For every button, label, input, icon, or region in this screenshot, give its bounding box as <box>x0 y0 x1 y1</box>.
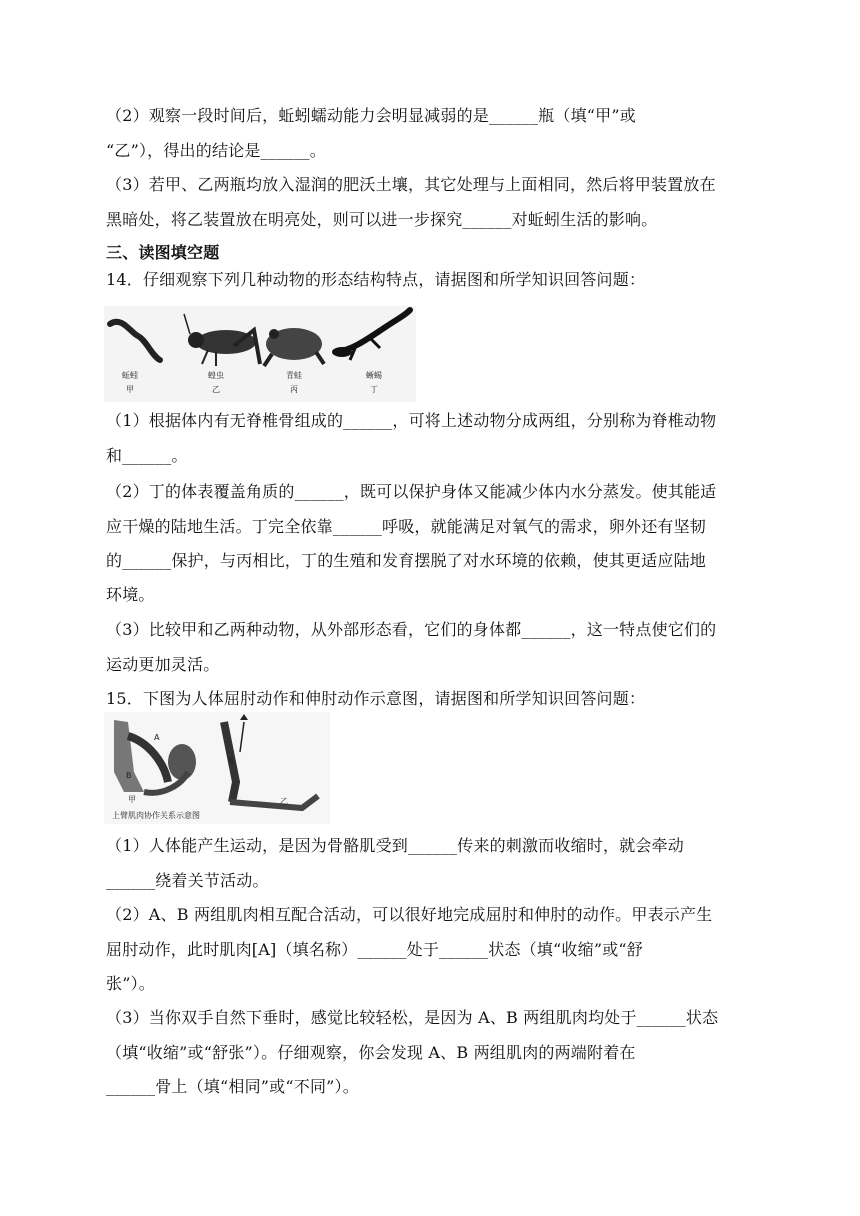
q14-part2-line3: 的______保护，与丙相比，丁的生殖和发育摆脱了对水环境的依赖，使其更适应陆地 <box>106 551 707 570</box>
q15-part1-line2: ______绕着关节活动。 <box>106 871 269 890</box>
animals-illustration <box>104 306 416 402</box>
q15-part1-line1: （1）人体能产生运动，是因为骨骼肌受到______传来的刺激而收缩时，就会牵动 <box>106 836 684 855</box>
animal-label-lizard: 蜥蜴 <box>366 371 382 380</box>
q14-part3-line1: （3）比较甲和乙两种动物，从外部形态看，它们的身体都______，这一特点使它们的 <box>106 620 717 639</box>
q15-part3-line1: （3）当你双手自然下垂时，感觉比较轻松，是因为 A、B 两组肌肉均处于______状态 <box>106 1008 719 1027</box>
q13-part2-line1: （2）观察一段时间后，蚯蚓蠕动能力会明显减弱的是______瓶（填“甲”或 <box>106 106 636 125</box>
q14-part3-line2: 运动更加灵活。 <box>106 655 220 674</box>
q14-part1-line2: 和______。 <box>106 446 188 465</box>
q15-part3-line3: ______骨上（填“相同”或“不同”）。 <box>106 1077 359 1096</box>
arm-muscles-illustration <box>104 712 330 824</box>
figure-label-yi: 乙 <box>280 797 288 806</box>
animal-label-frog: 青蛙 <box>286 371 302 380</box>
animal-code-yi: 乙 <box>212 385 220 394</box>
q13-part2-line2: “乙”），得出的结论是______。 <box>106 141 326 160</box>
section-heading: 三、读图填空题 <box>106 243 220 262</box>
muscle-label-b-left: B <box>126 771 132 780</box>
q15-part3-line2: （填“收缩”或“舒张”）。仔细观察，你会发现 A、B 两组肌肉的两端附着在 <box>106 1043 636 1062</box>
q13-part3-line2: 黑暗处，将乙装置放在明亮处，则可以进一步探究______对蚯蚓生活的影响。 <box>106 210 658 229</box>
animal-code-ding: 丁 <box>370 385 378 394</box>
animal-code-jia: 甲 <box>126 385 134 394</box>
q15-part2-line1: （2）A、B 两组肌肉相互配合活动，可以很好地完成屈肘和伸肘的动作。甲表示产生 <box>106 905 713 924</box>
animal-code-bing: 丙 <box>290 385 298 394</box>
muscle-label-b-right: B <box>228 757 234 766</box>
q14-part2-line4: 环境。 <box>106 585 155 604</box>
q14-part1-line1: （1）根据体内有无脊椎骨组成的______，可将上述动物分成两组，分别称为脊椎动物 <box>106 411 717 430</box>
q14-stem: 14．仔细观察下列几种动物的形态结构特点，请据图和所学知识回答问题： <box>106 270 646 289</box>
muscle-label-a: A <box>154 733 160 742</box>
q15-arm-figure <box>104 712 330 828</box>
figure-label-jia: 甲 <box>128 795 136 804</box>
q15-stem: 15．下图为人体屈肘动作和伸肘动作示意图，请据图和所学知识回答问题： <box>106 689 646 708</box>
q14-part2-line2: 应干燥的陆地生活。丁完全依靠______呼吸，就能满足对氧气的需求，卵外还有坚韧 <box>106 517 707 536</box>
q15-part2-line2: 屈肘动作，此时肌肉[A]（填名称）______处于______状态（填“收缩”或“舒 <box>106 940 643 959</box>
q14-part2-line1: （2）丁的体表覆盖角质的______，既可以保护身体又能减少体内水分蒸发。使其能适 <box>106 482 717 501</box>
arm-figure-caption: 上臂肌肉协作关系示意图 <box>112 811 200 820</box>
q13-part3-line1: （3）若甲、乙两瓶均放入湿润的肥沃土壤，其它处理与上面相同，然后将甲装置放在 <box>106 175 716 194</box>
q15-part2-line3: 张”）。 <box>106 974 155 993</box>
q14-animals-figure <box>104 306 416 406</box>
animal-label-grasshopper: 蝗虫 <box>208 371 224 380</box>
animal-label-earthworm: 蚯蚓 <box>122 371 138 380</box>
